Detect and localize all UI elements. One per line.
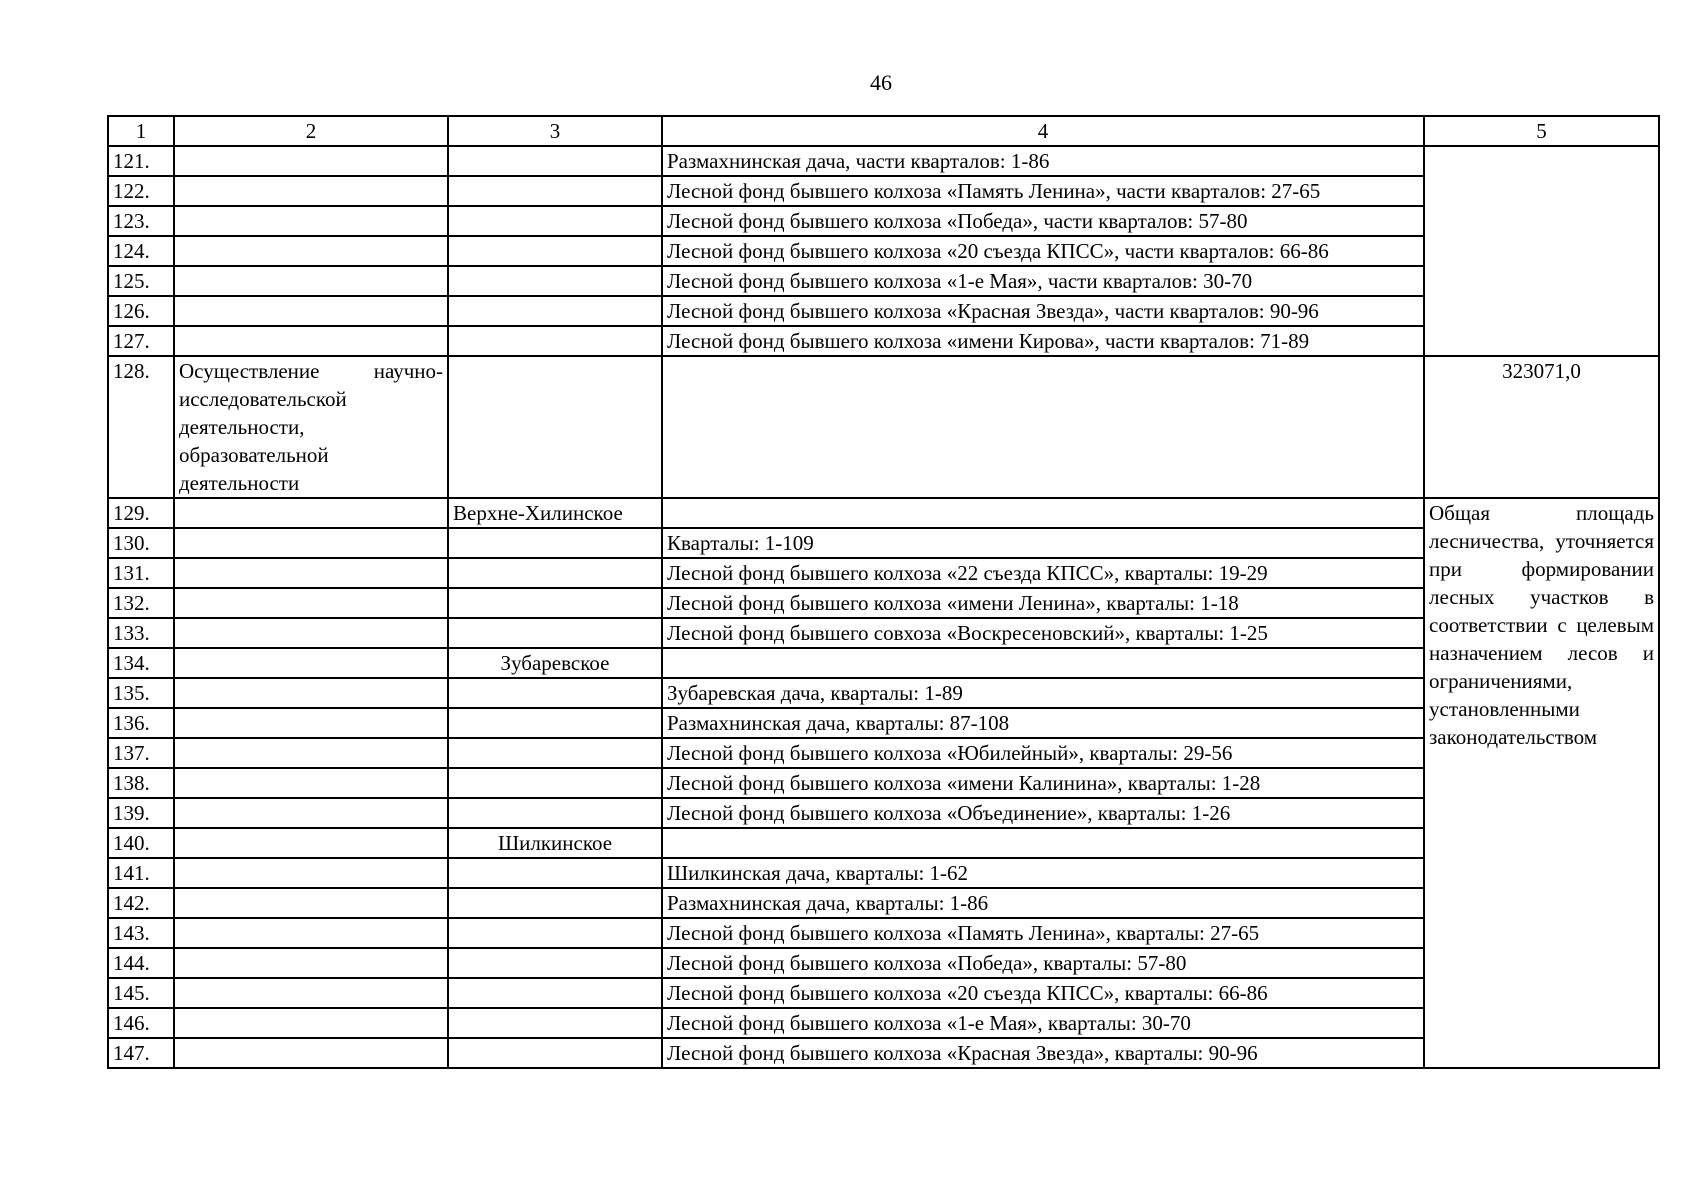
row-purpose [174, 738, 448, 768]
row-purpose [174, 1038, 448, 1068]
row-purpose [174, 858, 448, 888]
row-purpose [174, 558, 448, 588]
row-number: 147. [108, 1038, 174, 1068]
row-description: Лесной фонд бывшего колхоза «22 съезда КПСС», кварталы: 19-29 [662, 558, 1424, 588]
row-purpose [174, 326, 448, 356]
table-row [108, 146, 1659, 176]
row-description [662, 828, 1424, 858]
row-number: 142. [108, 888, 174, 918]
row-forestry [448, 528, 662, 558]
row-description: Лесной фонд бывшего колхоза «Объединение», кварталы: 1-26 [662, 798, 1424, 828]
row-purpose [174, 798, 448, 828]
row-forestry [448, 948, 662, 978]
row-purpose [174, 296, 448, 326]
row-purpose [174, 768, 448, 798]
row-purpose [174, 618, 448, 648]
row-number: 141. [108, 858, 174, 888]
row-number: 127. [108, 326, 174, 356]
header-row [108, 116, 1659, 146]
row-description: Лесной фонд бывшего колхоза «Память Ленина», кварталы: 27-65 [662, 918, 1424, 948]
row-number: 122. [108, 176, 174, 206]
row-purpose [174, 266, 448, 296]
row-forestry [448, 918, 662, 948]
row-number: 126. [108, 296, 174, 326]
row-purpose [174, 528, 448, 558]
row-number: 143. [108, 918, 174, 948]
row-description: Лесной фонд бывшего колхоза «имени Ленина», кварталы: 1-18 [662, 588, 1424, 618]
header-cell-5: 5 [1424, 116, 1659, 146]
row-number: 140. [108, 828, 174, 858]
row-purpose [174, 828, 448, 858]
row-forestry [448, 266, 662, 296]
row-description: Лесной фонд бывшего колхоза «имени Кирова», части кварталов: 71-89 [662, 326, 1424, 356]
row-number: 138. [108, 768, 174, 798]
row-description: Размахнинская дача, кварталы: 87-108 [662, 708, 1424, 738]
row-forestry: Зубаревское [448, 648, 662, 678]
row-forestry [448, 296, 662, 326]
row-purpose [174, 498, 448, 528]
header-cell-3: 3 [448, 116, 662, 146]
row-purpose [174, 918, 448, 948]
row-forestry [448, 176, 662, 206]
row-forestry [448, 206, 662, 236]
row-description: Лесной фонд бывшего колхоза «20 съезда КПСС», кварталы: 66-86 [662, 978, 1424, 1008]
row-number: 135. [108, 678, 174, 708]
row-description: Лесной фонд бывшего колхоза «20 съезда КПСС», части кварталов: 66-86 [662, 236, 1424, 266]
row-description: Лесной фонд бывшего колхоза «Память Ленина», части кварталов: 27-65 [662, 176, 1424, 206]
row-number: 134. [108, 648, 174, 678]
row-number: 130. [108, 528, 174, 558]
row-forestry [448, 146, 662, 176]
row-description: Лесной фонд бывшего колхоза «1-е Мая», кварталы: 30-70 [662, 1008, 1424, 1038]
row-purpose [174, 978, 448, 1008]
row-purpose [174, 708, 448, 738]
row-forestry [448, 558, 662, 588]
row-purpose [174, 888, 448, 918]
row-description: Кварталы: 1-109 [662, 528, 1424, 558]
row-purpose: Осуществление научно-исследовательской деятельности, образовательной деятельности [174, 356, 448, 498]
row-purpose [174, 206, 448, 236]
row-forestry [448, 978, 662, 1008]
row-number: 131. [108, 558, 174, 588]
row-number: 133. [108, 618, 174, 648]
row-number: 128. [108, 356, 174, 498]
row-number: 139. [108, 798, 174, 828]
row-number: 132. [108, 588, 174, 618]
row-number: 121. [108, 146, 174, 176]
row-forestry [448, 768, 662, 798]
row-area [1424, 146, 1659, 356]
row-forestry [448, 888, 662, 918]
row-purpose [174, 146, 448, 176]
row-description: Зубаревская дача, кварталы: 1-89 [662, 678, 1424, 708]
row-forestry [448, 326, 662, 356]
row-forestry [448, 1038, 662, 1068]
row-description: Шилкинская дача, кварталы: 1-62 [662, 858, 1424, 888]
row-forestry [448, 738, 662, 768]
row-forestry [448, 236, 662, 266]
forestry-table [107, 115, 1660, 1069]
row-number: 136. [108, 708, 174, 738]
row-description: Размахнинская дача, кварталы: 1-86 [662, 888, 1424, 918]
row-purpose [174, 176, 448, 206]
row-description: Размахнинская дача, части кварталов: 1-86 [662, 146, 1424, 176]
row-forestry [448, 678, 662, 708]
row-description: Лесной фонд бывшего колхоза «Красная Звезда», кварталы: 90-96 [662, 1038, 1424, 1068]
row-number: 144. [108, 948, 174, 978]
row-number: 124. [108, 236, 174, 266]
row-purpose [174, 588, 448, 618]
page-number: 46 [870, 70, 892, 95]
row-description: Лесной фонд бывшего колхоза «Победа», кварталы: 57-80 [662, 948, 1424, 978]
row-description [662, 648, 1424, 678]
row-purpose [174, 948, 448, 978]
row-number: 129. [108, 498, 174, 528]
row-description: Лесной фонд бывшего колхоза «имени Калинина», кварталы: 1-28 [662, 768, 1424, 798]
row-purpose [174, 648, 448, 678]
row-forestry [448, 708, 662, 738]
table-row [108, 356, 1659, 498]
row-forestry [448, 798, 662, 828]
row-description: Лесной фонд бывшего колхоза «Красная Звезда», части кварталов: 90-96 [662, 296, 1424, 326]
row-description: Лесной фонд бывшего колхоза «Победа», части кварталов: 57-80 [662, 206, 1424, 236]
row-number: 125. [108, 266, 174, 296]
row-forestry [448, 1008, 662, 1038]
row-description: Лесной фонд бывшего колхоза «1-е Мая», части кварталов: 30-70 [662, 266, 1424, 296]
row-purpose [174, 678, 448, 708]
row-description [662, 356, 1424, 498]
area-note: Общая площадь лесничества, уточняется при формировании лесных участков в соответствии с целевым назначением лесов и ограничениями, установленными законодательством [1424, 498, 1659, 1068]
row-purpose [174, 236, 448, 266]
row-forestry [448, 858, 662, 888]
row-forestry [448, 618, 662, 648]
row-purpose [174, 1008, 448, 1038]
row-forestry [448, 356, 662, 498]
row-area: 323071,0 [1424, 356, 1659, 498]
row-number: 123. [108, 206, 174, 236]
row-number: 146. [108, 1008, 174, 1038]
row-description: Лесной фонд бывшего совхоза «Воскресеновский», кварталы: 1-25 [662, 618, 1424, 648]
table-row [108, 498, 1659, 528]
row-forestry [448, 588, 662, 618]
header-cell-4: 4 [662, 116, 1424, 146]
header-cell-1: 1 [108, 116, 174, 146]
row-number: 145. [108, 978, 174, 1008]
header-cell-2: 2 [174, 116, 448, 146]
row-forestry: Шилкинское [448, 828, 662, 858]
row-description [662, 498, 1424, 528]
row-description: Лесной фонд бывшего колхоза «Юбилейный», кварталы: 29-56 [662, 738, 1424, 768]
row-forestry: Верхне-Хилинское [448, 498, 662, 528]
row-number: 137. [108, 738, 174, 768]
